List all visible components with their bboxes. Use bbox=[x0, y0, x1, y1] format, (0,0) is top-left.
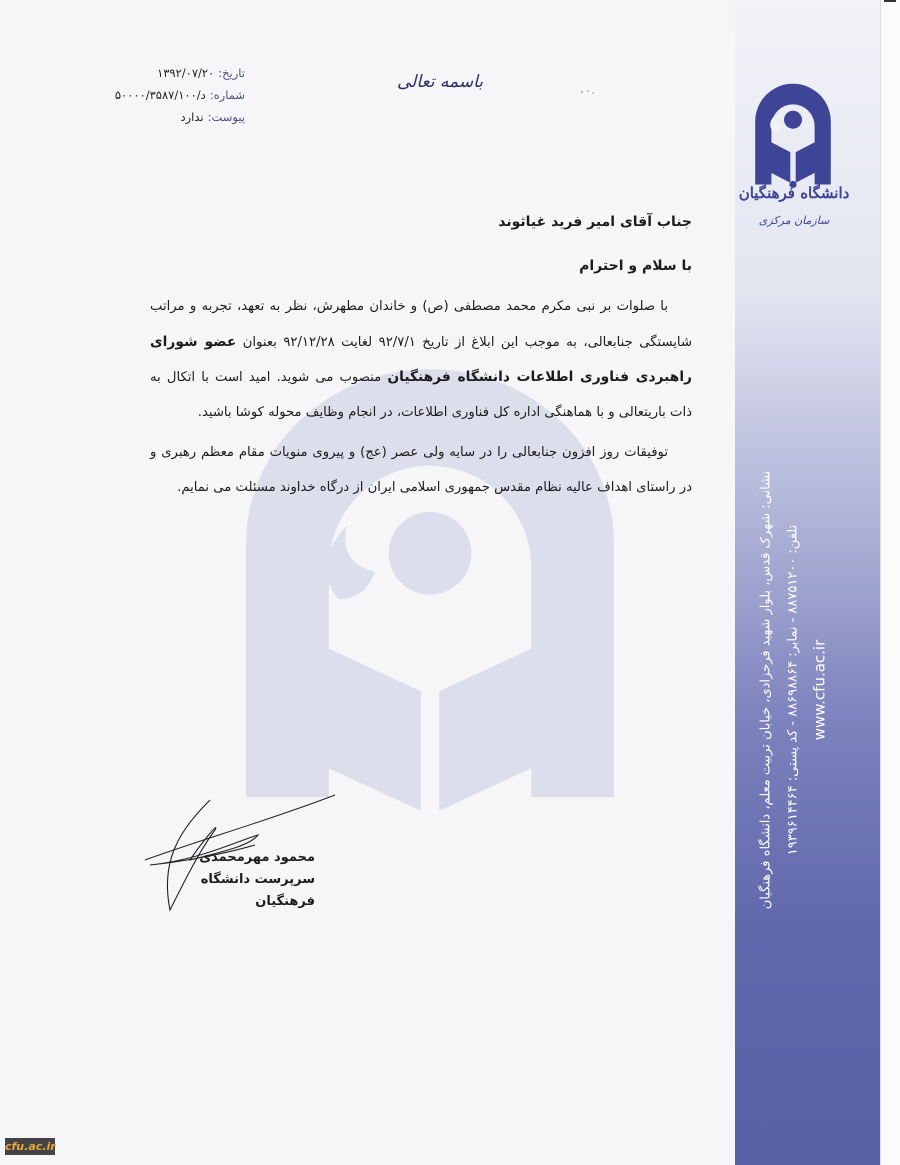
attachment-value: ندارد bbox=[180, 110, 204, 124]
date-row bbox=[70, 62, 245, 84]
body-paragraph-1 bbox=[150, 290, 692, 430]
scan-corner-mark bbox=[884, 0, 896, 14]
body-paragraph-2: توفیقات روز افزون جنابعالی را در سایه ولی عصر (عج) و پیروی منویات مقام معظم رهبری و در راستای اهداف عالیه نظام مقدس جمهوری اسلامی ایران از درگاه خداوند مسئلت می نمایم. bbox=[150, 445, 692, 495]
scan-speck bbox=[578, 88, 598, 96]
recipient: جناب آقای امیر فرید غیاثوند bbox=[498, 214, 692, 230]
signer-title: سرپرست دانشگاه فرهنگیان bbox=[200, 872, 315, 909]
greeting: با سلام و احترام bbox=[579, 258, 692, 274]
basmala-heading: باسمه تعالی bbox=[397, 72, 483, 92]
university-logo-icon bbox=[748, 75, 838, 195]
website-link[interactable]: www.cfu.ac.ir bbox=[810, 639, 829, 741]
source-watermark-badge: cfu.ac.ir bbox=[5, 1140, 56, 1153]
signature-block bbox=[140, 847, 315, 913]
scan-edge bbox=[880, 0, 900, 1165]
appointment-title: عضو شورای راهبردی فناوری اطلاعات دانشگاه فرهنگیان bbox=[150, 333, 692, 385]
attachment-label: پیوست: bbox=[207, 110, 245, 124]
number-label: شماره: bbox=[209, 88, 245, 102]
logo-subtitle: سازمان مرکزی bbox=[758, 214, 830, 227]
address-text: نشانی: شهرک قدس، بلوار شهید فرحزادی، خیابان تربیت معلم، دانشگاه فرهنگیان bbox=[758, 470, 774, 910]
contact-text: تلفن: ۸۸۷۵۱۲۰۰ - نمابر: ۸۸۶۹۸۸۶۴ - کد پستی: ۱۹۳۹۶۱۴۴۶۴ bbox=[785, 524, 801, 856]
logo-title: دانشگاه فرهنگیان bbox=[738, 184, 850, 202]
letter-meta bbox=[70, 62, 245, 128]
date-value: ۱۳۹۲/۰۷/۲۰ bbox=[157, 66, 215, 80]
number-row bbox=[70, 84, 245, 106]
paragraph1-start: با صلوات بر نبی مکرم محمد مصطفی (ص) و خاندان مطهرش، نظر به تعهد، تجربه و مراتب شایستگی جنابعالی، به موجب این ابلاغ از تاریخ ۹۲/۷/۱ لغایت ۹۲/۱۲/۲۸ بعنوان bbox=[150, 299, 692, 350]
letterhead-contact-info bbox=[753, 430, 834, 950]
date-label: تاریخ: bbox=[218, 66, 245, 80]
attachment-row bbox=[70, 106, 245, 128]
signer-name: محمود مهرمحمدی bbox=[199, 850, 315, 865]
number-value: د/۵۰۰۰۰/۳۵۸۷/۱۰۰ bbox=[114, 88, 206, 102]
paragraph1-end: منصوب می شوید. امید است با اتکال به ذات باریتعالی و با هماهنگی اداره کل فناوری اطلاعات، در انجام وظایف محوله کوشا باشید. bbox=[150, 370, 692, 420]
